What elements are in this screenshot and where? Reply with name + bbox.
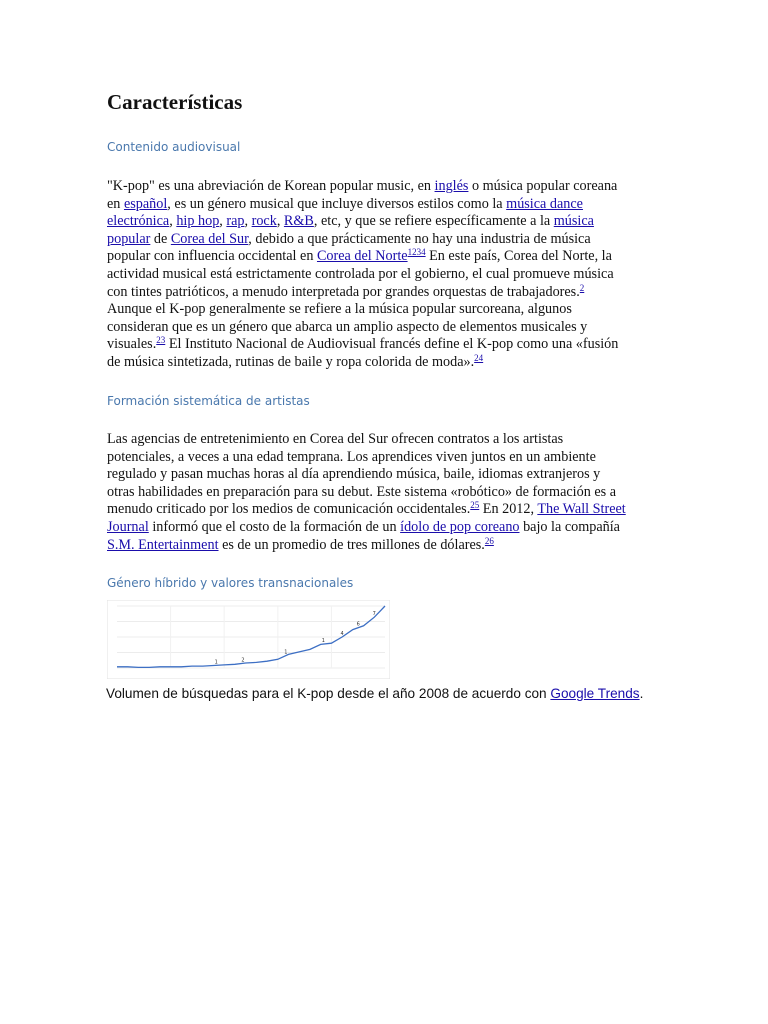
citation-link[interactable]: 1234: [407, 247, 426, 258]
link-corea-del-norte[interactable]: Corea del Norte: [316, 248, 408, 265]
section-title: Características: [107, 90, 243, 114]
citation-link[interactable]: 2: [579, 282, 585, 293]
link-google-trends[interactable]: Google Trends: [550, 686, 640, 701]
citation-link[interactable]: 24: [474, 352, 484, 363]
link-sm-entertainment[interactable]: S.M. Entertainment: [107, 536, 219, 553]
chart-annotation-label: 1: [214, 659, 218, 666]
text-line: en español, es un género musical que incluye diversos estilos como la música dance: [107, 195, 583, 212]
link-rnb[interactable]: R&B: [283, 213, 314, 230]
subsection-heading-audiovisual: Contenido audiovisual: [107, 140, 241, 154]
chart-annotation-label: 2: [241, 657, 245, 664]
figure-caption: Volumen de búsquedas para el K-pop desde el año 2008 de acuerdo con Google Trends.: [106, 686, 644, 701]
text-line: Las agencias de entretenimiento en Corea del Sur ofrecen contratos a los artistas: [107, 431, 564, 447]
chart-annotation-label: 1: [284, 649, 288, 656]
text-line: potenciales, a veces a una edad temprana. Los aprendices viven juntos en un ambiente: [107, 448, 596, 465]
text-line: electrónica, hip hop, rap, rock, R&B, etc, y que se refiere específicamente a la música: [107, 213, 594, 230]
citation-link[interactable]: 23: [156, 335, 166, 346]
chart-annotation-label: 7: [372, 611, 376, 618]
paragraph-formacion: [107, 431, 667, 554]
text-line: popular de Corea del Sur, debido a que prácticamente no hay una industria de música: [107, 230, 591, 247]
text-line: Journal informó que el costo de la formación de un ídolo de pop coreano bajo la compañía: [107, 518, 620, 535]
chart-annotation-label: 4: [340, 631, 344, 637]
text-line: popular con influencia occidental en Corea del Norte$^{1234}$ En este país, Corea del Norte, la: [107, 247, 612, 265]
link-musica-popular[interactable]: música: [553, 213, 594, 230]
paragraph-audiovisual: [107, 178, 667, 372]
chart-annotation-label: 6: [356, 621, 360, 628]
text-line: Aunque el K-pop generalmente se refiere a la música popular surcoreana, algunos: [107, 301, 572, 318]
link-musica-popular-2[interactable]: popular: [107, 230, 151, 247]
text-line: de música sintetizada, rutinas de baile y ropa colorida de moda».$^{24}$: [107, 352, 484, 370]
link-wall-street-journal[interactable]: The Wall Street: [537, 501, 626, 518]
link-espanol[interactable]: español: [123, 195, 168, 212]
subsection-heading-formacion: Formación sistemática de artistas: [107, 394, 310, 408]
text-line: consideran que es un género que abarca un amplio aspecto de elementos musicales y: [107, 318, 588, 335]
link-idolo-pop-coreano[interactable]: ídolo de pop coreano: [400, 518, 520, 535]
text-line: "K-pop" es una abreviación de Korean popular music, en inglés o música popular coreana: [107, 178, 618, 194]
text-line: regulado y pasan muchas horas al día aprendiendo música, baile, idiomas extranjeros y: [107, 466, 601, 483]
chart-annotation-label: 1: [321, 638, 325, 645]
text-line: actividad musical está estrictamente controlada por el gobierno, el cual promueve música: [107, 265, 614, 282]
text-line: con tintes patrióticos, a menudo interpretada por grandes orquestas de trabajadores.$^2$: [107, 282, 585, 300]
text-line: otras habilidades en preparación para su debut. Este sistema «robótico» de formación es a: [107, 483, 616, 500]
text-line: visuales.$^{23}$ El Instituto Nacional de Audiovisual francés define el K-pop como una «fusión: [107, 335, 619, 353]
link-ingles[interactable]: inglés: [434, 178, 469, 194]
text-line: menudo criticado por los medios de comunicación occidentales.$^{25}$ En 2012, The Wall Street: [107, 500, 626, 518]
google-trends-chart: [107, 600, 390, 679]
link-rock[interactable]: rock: [251, 213, 277, 230]
citation-link[interactable]: 26: [484, 535, 494, 546]
citation-link[interactable]: 25: [470, 500, 480, 511]
link-corea-del-sur[interactable]: Corea del Sur: [170, 230, 249, 247]
link-musica-dance-electronica-2[interactable]: electrónica: [107, 213, 170, 230]
link-hip-hop[interactable]: hip hop: [176, 213, 220, 230]
link-wall-street-journal-2[interactable]: Journal: [107, 518, 149, 535]
text-line: S.M. Entertainment es de un promedio de tres millones de dólares.$^{26}$: [107, 535, 494, 553]
subsection-heading-genero-hibrido: Género híbrido y valores transnacionales: [107, 576, 354, 590]
link-musica-dance-electronica[interactable]: música dance: [506, 195, 583, 212]
link-rap[interactable]: rap: [226, 213, 245, 230]
